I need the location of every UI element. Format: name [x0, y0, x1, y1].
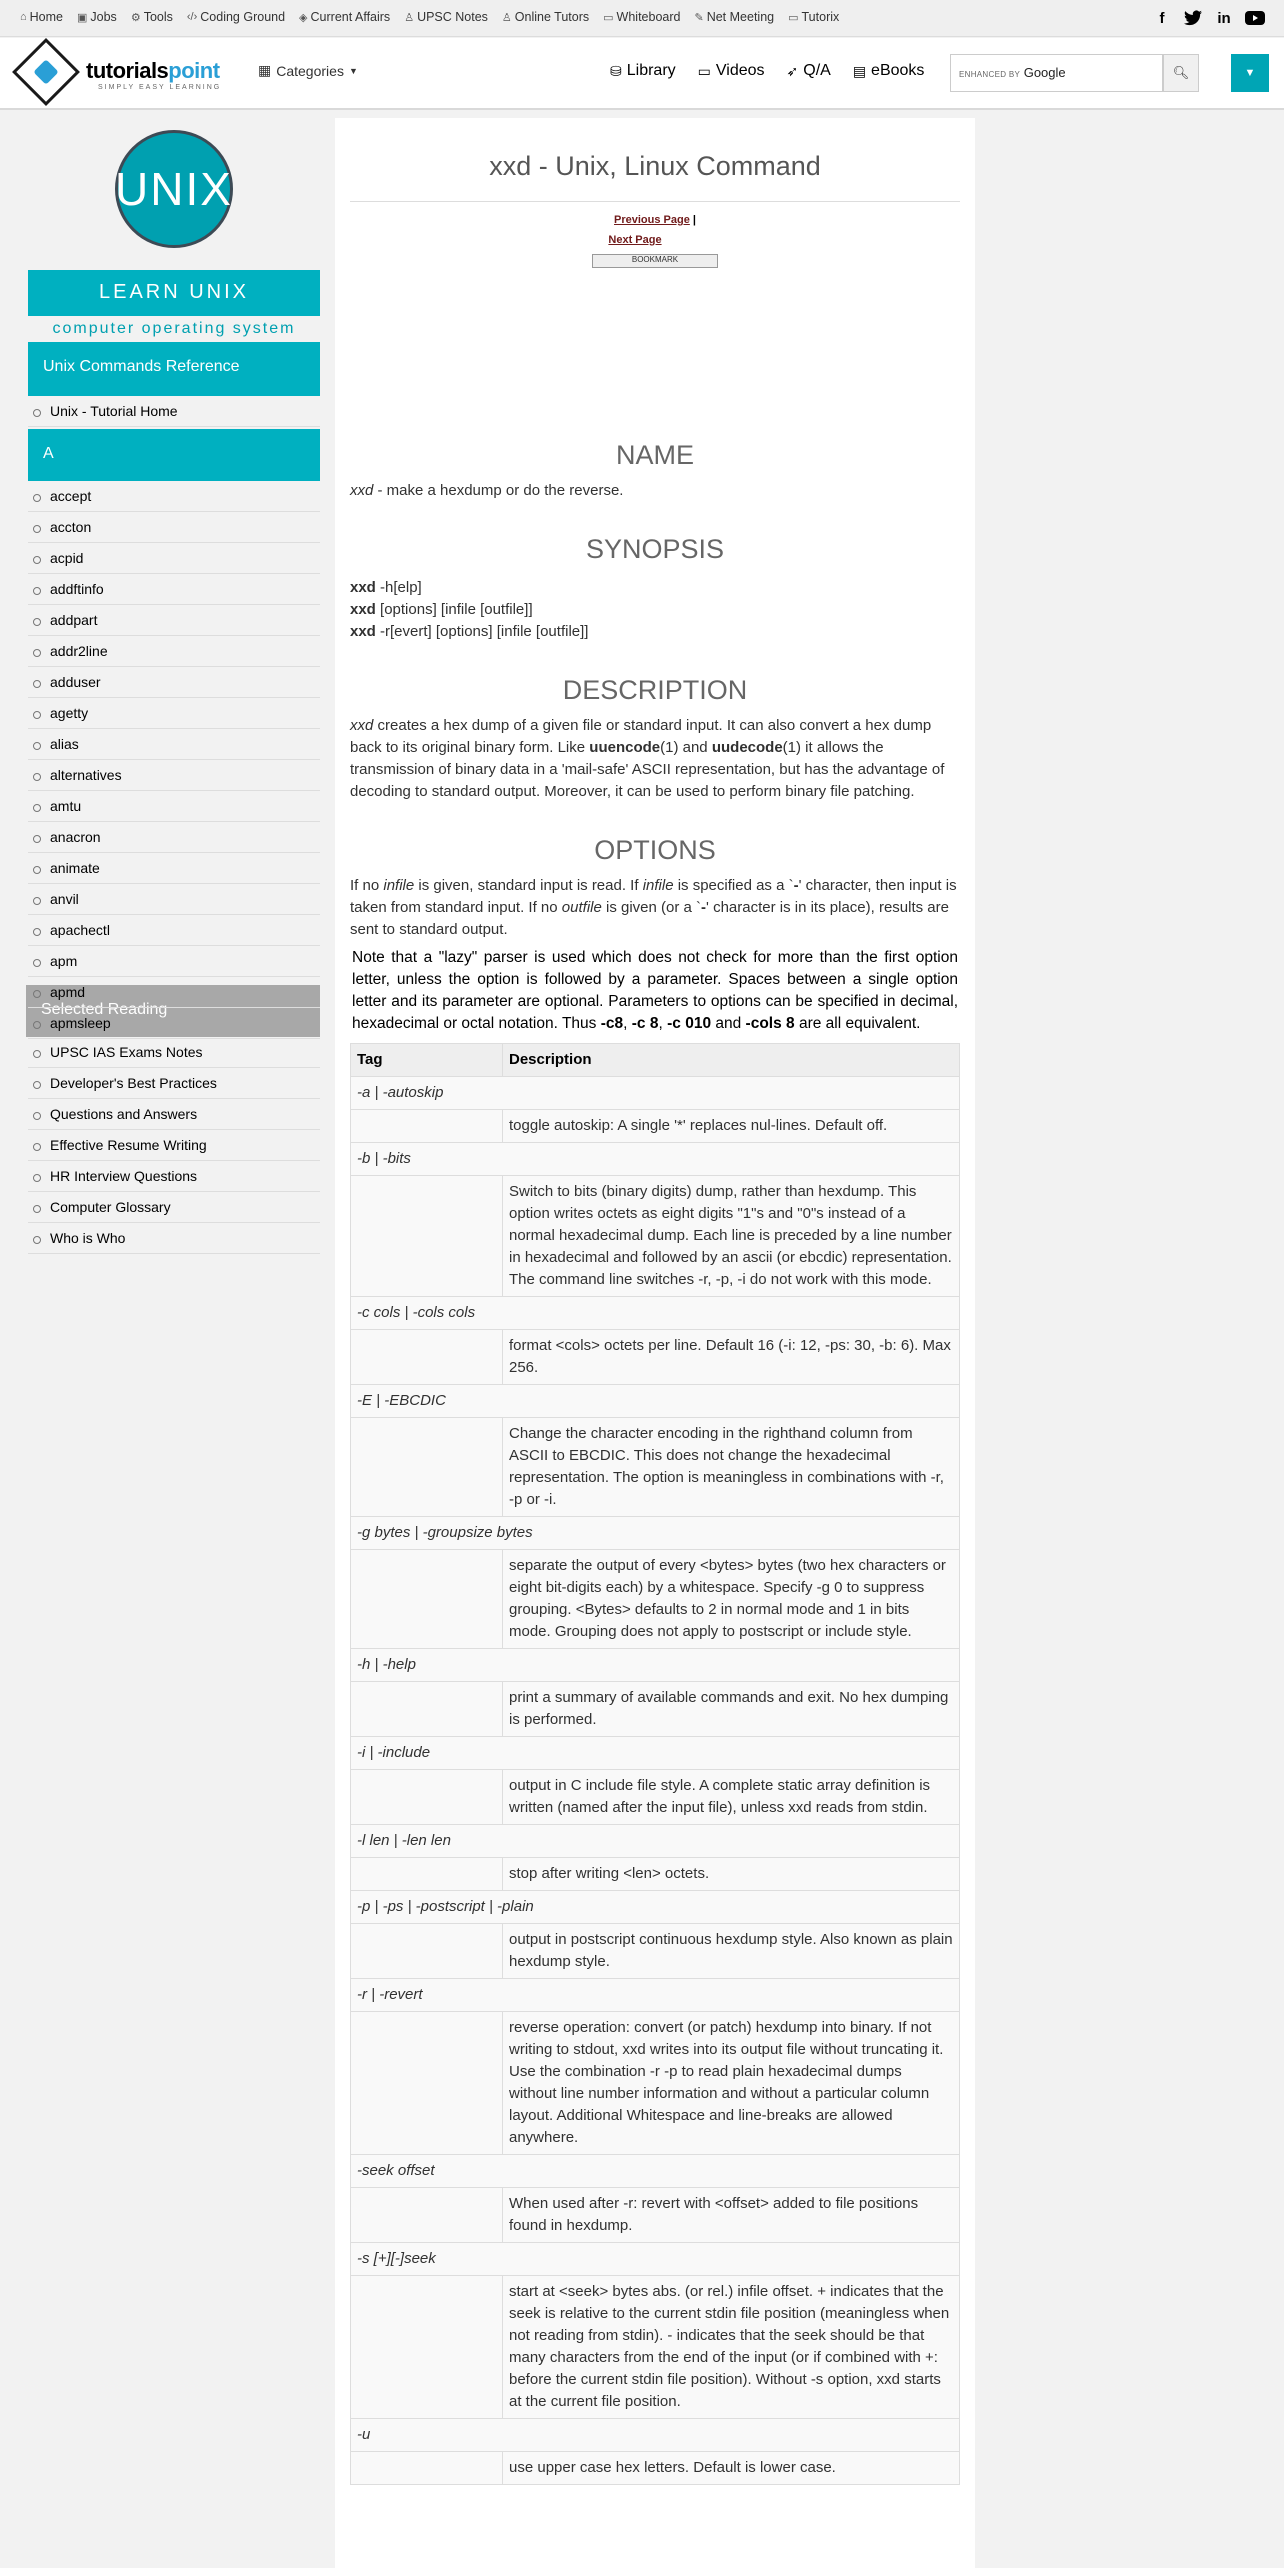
selected-reading-item[interactable]: Developer's Best Practices [28, 1068, 320, 1099]
sidebar-item-command[interactable]: accton [28, 512, 320, 543]
sidebar-item-command[interactable]: apmd [28, 977, 320, 1008]
option-tag-row [351, 2155, 960, 2188]
section-heading-options: OPTIONS [594, 835, 716, 865]
option-desc-row [351, 2188, 960, 2243]
top-link-coding-ground[interactable]: ‹/› Coding Ground [186, 10, 286, 24]
main-content [335, 118, 975, 2568]
next-page-link[interactable]: Next Page [608, 234, 662, 246]
sidebar-item-command[interactable]: animate [28, 853, 320, 884]
top-link-tutorix[interactable]: ▭ Tutorix [788, 10, 840, 24]
option-description: reverse operation: convert (or patch) hexdump into binary. If not writing to stdout, xxd writes into its output file without truncating it. Use the combination -r -p to read plain hexadecimal dumps without line number information and without a particular column layout. Additional Whitespace and line-breaks are allowed anywhere. [503, 2012, 960, 2155]
option-spacer-cell [351, 2188, 503, 2243]
option-tag: -c cols | -cols cols [351, 1297, 960, 1330]
option-tag-row [351, 1297, 960, 1330]
top-link-home[interactable]: ⌂ Home [20, 10, 63, 24]
option-desc-row [351, 1550, 960, 1649]
library-icon: ⛁ [610, 62, 622, 79]
option-spacer-cell [351, 2276, 503, 2419]
option-description: When used after -r: revert with <offset> added to file positions found in hexdump. [503, 2188, 960, 2243]
option-desc-row [351, 1682, 960, 1737]
send-icon: ➶ [786, 62, 799, 79]
whiteboard-icon: ▭ [603, 11, 614, 24]
option-spacer-cell [351, 1418, 503, 1517]
social-links [1153, 8, 1264, 28]
sidebar-item-command[interactable]: apachectl [28, 915, 320, 946]
sidebar-item-command[interactable]: alternatives [28, 760, 320, 791]
section-heading-name: NAME [615, 440, 694, 470]
option-description: output in postscript continuous hexdump style. Also known as plain hexdump style. [503, 1924, 960, 1979]
option-tag-row [351, 2243, 960, 2276]
option-desc-row [351, 1110, 960, 1143]
options-table-body [351, 1077, 960, 2485]
learn-unix-subtitle: computer operating system [52, 320, 296, 337]
monitor-icon: ▭ [788, 11, 799, 24]
option-tag-row [351, 2419, 960, 2452]
search-input[interactable]: ENHANCED BY Google [950, 54, 1163, 92]
option-description: stop after writing <len> octets. [503, 1858, 960, 1891]
section-heading-description: DESCRIPTION [562, 675, 748, 705]
categories-dropdown[interactable] [258, 62, 358, 79]
pager-next [350, 234, 920, 246]
option-desc-row [351, 2012, 960, 2155]
option-desc-row [351, 1330, 960, 1385]
selected-reading-item[interactable]: Who is Who [28, 1223, 320, 1254]
option-desc-row [351, 1418, 960, 1517]
logo-tagline: SIMPLY EASY LEARNING [98, 84, 222, 91]
page-title: xxd - Unix, Linux Command [350, 118, 960, 202]
sidebar-item-command[interactable]: anacron [28, 822, 320, 853]
top-utility-bar [0, 0, 1284, 37]
caret-down-icon: ▼ [348, 65, 358, 76]
sidebar-item-command[interactable]: adduser [28, 667, 320, 698]
option-spacer-cell [351, 1924, 503, 1979]
option-spacer-cell [351, 1858, 503, 1891]
tag-icon: ◈ [299, 11, 308, 24]
option-spacer-cell [351, 1176, 503, 1297]
option-tag-row [351, 1077, 960, 1110]
option-tag: -s [+][-]seek [351, 2243, 960, 2276]
option-description: separate the output of every <bytes> bytes (two hex characters or eight bit-digits each) by a whitespace. Specify -g 0 to suppress grouping. <Bytes> defaults to 2 in normal mode and 1 in bits mode. Grouping does not apply to postscript or include style. [503, 1550, 960, 1649]
option-description: output in C include file style. A complete static array definition is written (named after the input file), unless xxd reads from stdin. [503, 1770, 960, 1825]
option-tag-row [351, 1649, 960, 1682]
sidebar [28, 120, 320, 1254]
home-icon: ⌂ [20, 11, 27, 23]
pager-top: Previous Page | [614, 214, 696, 226]
code-icon: ‹/› [186, 11, 198, 23]
column-header-description: Description [503, 1044, 960, 1077]
caret-down-icon: ▼ [1244, 67, 1256, 79]
search-icon: 🔍︎ [1172, 65, 1190, 80]
option-tag: -E | -EBCDIC [351, 1385, 960, 1418]
sidebar-letter-heading: A [28, 429, 320, 481]
name-text: xxd - make a hexdump or do the reverse. [350, 482, 624, 499]
sidebar-item-command[interactable]: amtu [28, 791, 320, 822]
option-tag-row [351, 1143, 960, 1176]
option-spacer-cell [351, 1682, 503, 1737]
option-tag-row [351, 1979, 960, 2012]
logo-wordmark: tutorialspoint [86, 58, 220, 83]
site-logo[interactable] [18, 44, 233, 104]
option-spacer-cell [351, 2012, 503, 2155]
search-button[interactable] [1163, 54, 1199, 92]
sidebar-item-command[interactable]: apmsleep [28, 1008, 320, 1039]
option-tag: -l len | -len len [351, 1825, 960, 1858]
sidebar-item-command[interactable]: addpart [28, 605, 320, 636]
unix-logo [28, 120, 320, 270]
sidebar-item-command[interactable]: alias [28, 729, 320, 760]
user-icon: ♙ [501, 11, 512, 24]
option-tag: -p | -ps | -postscript | -plain [351, 1891, 960, 1924]
table-header-row [351, 1044, 960, 1077]
sidebar-item-command[interactable]: acpid [28, 543, 320, 574]
option-desc-row [351, 1924, 960, 1979]
categories-label: Categories [276, 62, 344, 79]
briefcase-icon: ▣ [77, 11, 88, 24]
option-tag: -i | -include [351, 1737, 960, 1770]
youtube-icon[interactable] [1246, 8, 1264, 28]
option-description: use upper case hex letters. Default is lower case. [503, 2452, 960, 2485]
sidebar-item-command[interactable]: addftinfo [28, 574, 320, 605]
facebook-icon[interactable]: f [1159, 9, 1165, 27]
sidebar-item-command[interactable]: apm [28, 946, 320, 977]
parser-note: Note that a "lazy" parser is used which does not check for more than the first option letter, unless the option is followed by a parameter. Spaces between a single option letter and its parameter are optional. Parameters to options can be specified in decimal, hexadecimal or octal notation. Thus -c8, -c 8, -c 010 and -cols 8 are all equivalent. [352, 949, 958, 1032]
selected-reading-item[interactable]: UPSC IAS Exams Notes [28, 1037, 320, 1068]
section-heading-synopsis: SYNOPSIS [585, 534, 725, 564]
top-link-current-affairs[interactable]: ◈ Current Affairs [299, 10, 391, 24]
selected-reading-heading: Selected Reading [26, 985, 320, 1037]
previous-page-link[interactable]: Previous Page [614, 214, 690, 226]
nav-library[interactable]: ⛁ Library [610, 62, 676, 79]
option-tag: -u [351, 2419, 960, 2452]
nav-videos[interactable]: ▭ Videos [697, 62, 765, 79]
option-tag: -g bytes | -groupsize bytes [351, 1517, 960, 1550]
unix-logo-circle: UNIX [115, 130, 233, 248]
selected-reading-item[interactable]: Computer Glossary [28, 1192, 320, 1223]
top-link-whiteboard[interactable]: ▭ Whiteboard [603, 10, 681, 24]
book-icon: ▤ [852, 62, 867, 79]
synopsis-line: xxd [options] [infile [outfile]] [350, 601, 533, 618]
selected-reading-item[interactable]: Effective Resume Writing [28, 1130, 320, 1161]
option-description: start at <seek> bytes abs. (or rel.) infile offset. + indicates that the seek is relative to the current stdin file position (meaningless when not reading from stdin). - indicates that the seek should be that many characters from the end of the input (or if combined with +: before the current stdin file position). Without -s option, xxd starts at the current file position. [503, 2276, 960, 2419]
option-description: Change the character encoding in the righthand column from ASCII to EBCDIC. This does not change the hexadecimal representation. The option is meaningless in combinations with -r, -p or -i. [503, 1418, 960, 1517]
sidebar-item-tutorial-home[interactable]: Unix - Tutorial Home [28, 396, 320, 427]
option-tag: -h | -help [351, 1649, 960, 1682]
option-tag: -r | -revert [351, 1979, 960, 2012]
top-link-net-meeting[interactable]: ✎ Net Meeting [694, 10, 775, 24]
option-description: format <cols> octets per line. Default 16 (-i: 12, -ps: 30, -b: 6). Max 256. [503, 1330, 960, 1385]
sidebar-item-command[interactable]: accept [28, 481, 320, 512]
option-tag: -b | -bits [351, 1143, 960, 1176]
option-tag-row [351, 1737, 960, 1770]
user-tie-icon: ♙ [404, 11, 415, 24]
option-tag-row [351, 1385, 960, 1418]
column-header-tag: Tag [351, 1044, 503, 1077]
nav-ebooks[interactable]: ▤ eBooks [852, 62, 925, 79]
options-table [350, 1043, 960, 2485]
description-text: xxd creates a hex dump of a given file or standard input. It can also convert a hex dump back to its original binary form. Like uuencode(1) and uudecode(1) it allows the transmission of binary data in a 'mail-safe' ASCII representation, but has the advantage of decoding to standard output. Moreover, it can be used to perform binary file patching. [350, 717, 945, 800]
option-desc-row [351, 1858, 960, 1891]
top-link-jobs[interactable]: ▣ Jobs [77, 10, 117, 24]
nav-links [610, 62, 924, 80]
synopsis-block [350, 577, 960, 643]
top-link-upsc-notes[interactable]: ♙ UPSC Notes [404, 10, 488, 24]
option-desc-row [351, 2276, 960, 2419]
options-intro: If no infile is given, standard input is read. If infile is specified as a `-' character, then input is taken from standard input. If no outfile is given (or a `-' character is in its place), results are sent to standard output. [350, 877, 957, 938]
option-tag-row [351, 1825, 960, 1858]
option-description: Switch to bits (binary digits) dump, rather than hexdump. This option writes octets as eight digits "1"s and "0"s instead of a normal hexadecimal dump. Each line is preceded by a line number in hexadecimal and followed by an ascii (or ebcdic) representation. The command line switches -r, -p, -i do not work with this mode. [503, 1176, 960, 1297]
sidebar-item-command[interactable]: agetty [28, 698, 320, 729]
linkedin-icon[interactable]: in [1217, 9, 1231, 27]
main-navbar [0, 38, 1284, 110]
top-link-tools[interactable]: ⚙ Tools [130, 10, 173, 24]
option-spacer-cell [351, 1550, 503, 1649]
video-icon: ▭ [697, 62, 711, 79]
sidebar-item-command[interactable]: anvil [28, 884, 320, 915]
learn-unix-banner: LEARN UNIX [28, 270, 320, 316]
option-spacer-cell [351, 1330, 503, 1385]
synopsis-line: xxd -r[evert] [options] [infile [outfile]] [350, 623, 589, 640]
option-desc-row [351, 1176, 960, 1297]
gears-icon: ⚙ [130, 11, 141, 24]
option-spacer-cell [351, 2452, 503, 2485]
grid-icon: ▦ [258, 62, 272, 78]
ad-space [350, 268, 960, 418]
option-desc-row [351, 1770, 960, 1825]
menu-toggle-button[interactable] [1231, 54, 1269, 92]
option-tag: -a | -autoskip [351, 1077, 960, 1110]
option-spacer-cell [351, 1110, 503, 1143]
sidebar-item-command[interactable]: addr2line [28, 636, 320, 667]
edit-icon: ✎ [694, 11, 704, 24]
option-tag: -seek offset [351, 2155, 960, 2188]
option-tag-row [351, 1517, 960, 1550]
selected-reading-item[interactable]: HR Interview Questions [28, 1161, 320, 1192]
logo-mark-icon [12, 38, 80, 106]
synopsis-line: xxd -h[elp] [350, 579, 422, 596]
nav-qa[interactable]: ➶ Q/A [786, 62, 831, 79]
option-tag-row [351, 1891, 960, 1924]
top-links [20, 10, 839, 24]
twitter-icon[interactable] [1184, 8, 1202, 28]
option-desc-row [351, 2452, 960, 2485]
sidebar-section-heading: Unix Commands Reference [28, 342, 320, 396]
bookmark-button[interactable]: BOOKMARK [592, 254, 718, 268]
option-description: toggle autoskip: A single '*' replaces nul-lines. Default off. [503, 1110, 960, 1143]
option-spacer-cell [351, 1770, 503, 1825]
selected-reading-item[interactable]: Questions and Answers [28, 1099, 320, 1130]
top-link-online-tutors[interactable]: ♙ Online Tutors [501, 10, 590, 24]
option-description: print a summary of available commands and exit. No hex dumping is performed. [503, 1682, 960, 1737]
